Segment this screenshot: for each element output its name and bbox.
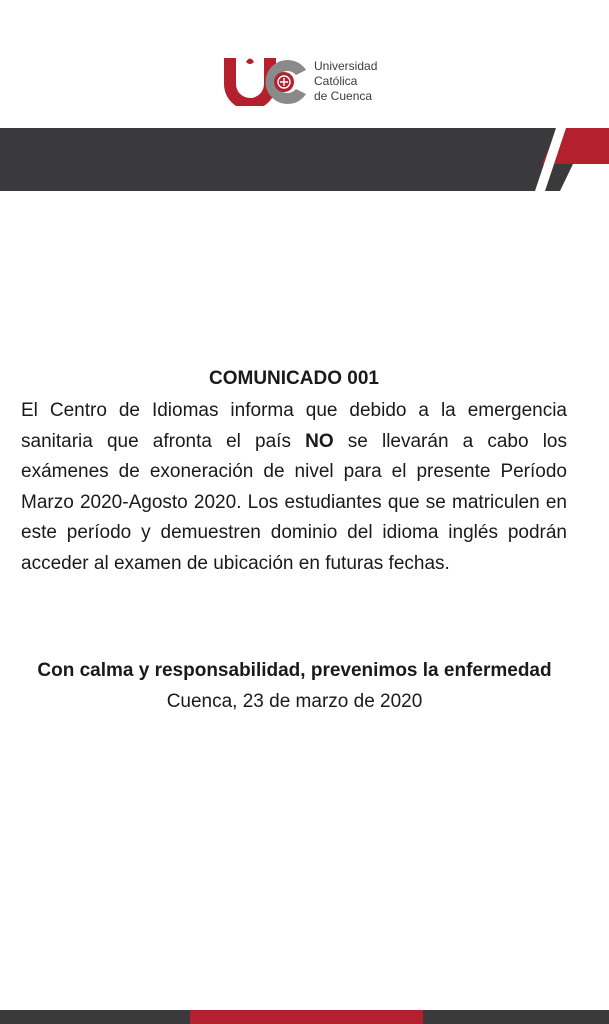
logo-wordmark — [314, 59, 377, 104]
logo-line-3: de Cuenca — [314, 88, 373, 103]
university-logo — [222, 56, 377, 106]
footer-band — [0, 1010, 609, 1024]
communique-paragraph — [21, 396, 567, 579]
logo-line-2: Católica — [314, 73, 358, 88]
communique-body — [21, 366, 567, 579]
footer-band-dark-left — [0, 1010, 190, 1024]
paragraph-emphasis: NO — [305, 430, 334, 452]
communique-title: COMUNICADO 001 — [209, 368, 379, 389]
footer-band-dark-right — [423, 1010, 609, 1024]
paragraph-text-start: El Centro de Idiomas informa que debido a la emergencia sanitaria que afronta el país — [21, 400, 567, 452]
communique-slogan: Con calma y responsabilidad, prevenimos la enfermedad — [37, 660, 552, 681]
header-band — [0, 128, 609, 191]
logo-line-1: Universidad — [314, 58, 378, 73]
footer-band-red — [190, 1010, 423, 1024]
communique-date: Cuenca, 23 de marzo de 2020 — [166, 691, 423, 712]
ucacue-logo-icon — [222, 56, 308, 106]
paragraph-text-end: se llevarán a cabo los exámenes de exoneración de nivel para el presente Período Marzo 2020-Agosto 2020. Los estudiantes que se matriculen en este período y demuestren dominio del idioma inglés podrán acceder al examen de ubicación en futuras fechas. — [21, 430, 567, 574]
